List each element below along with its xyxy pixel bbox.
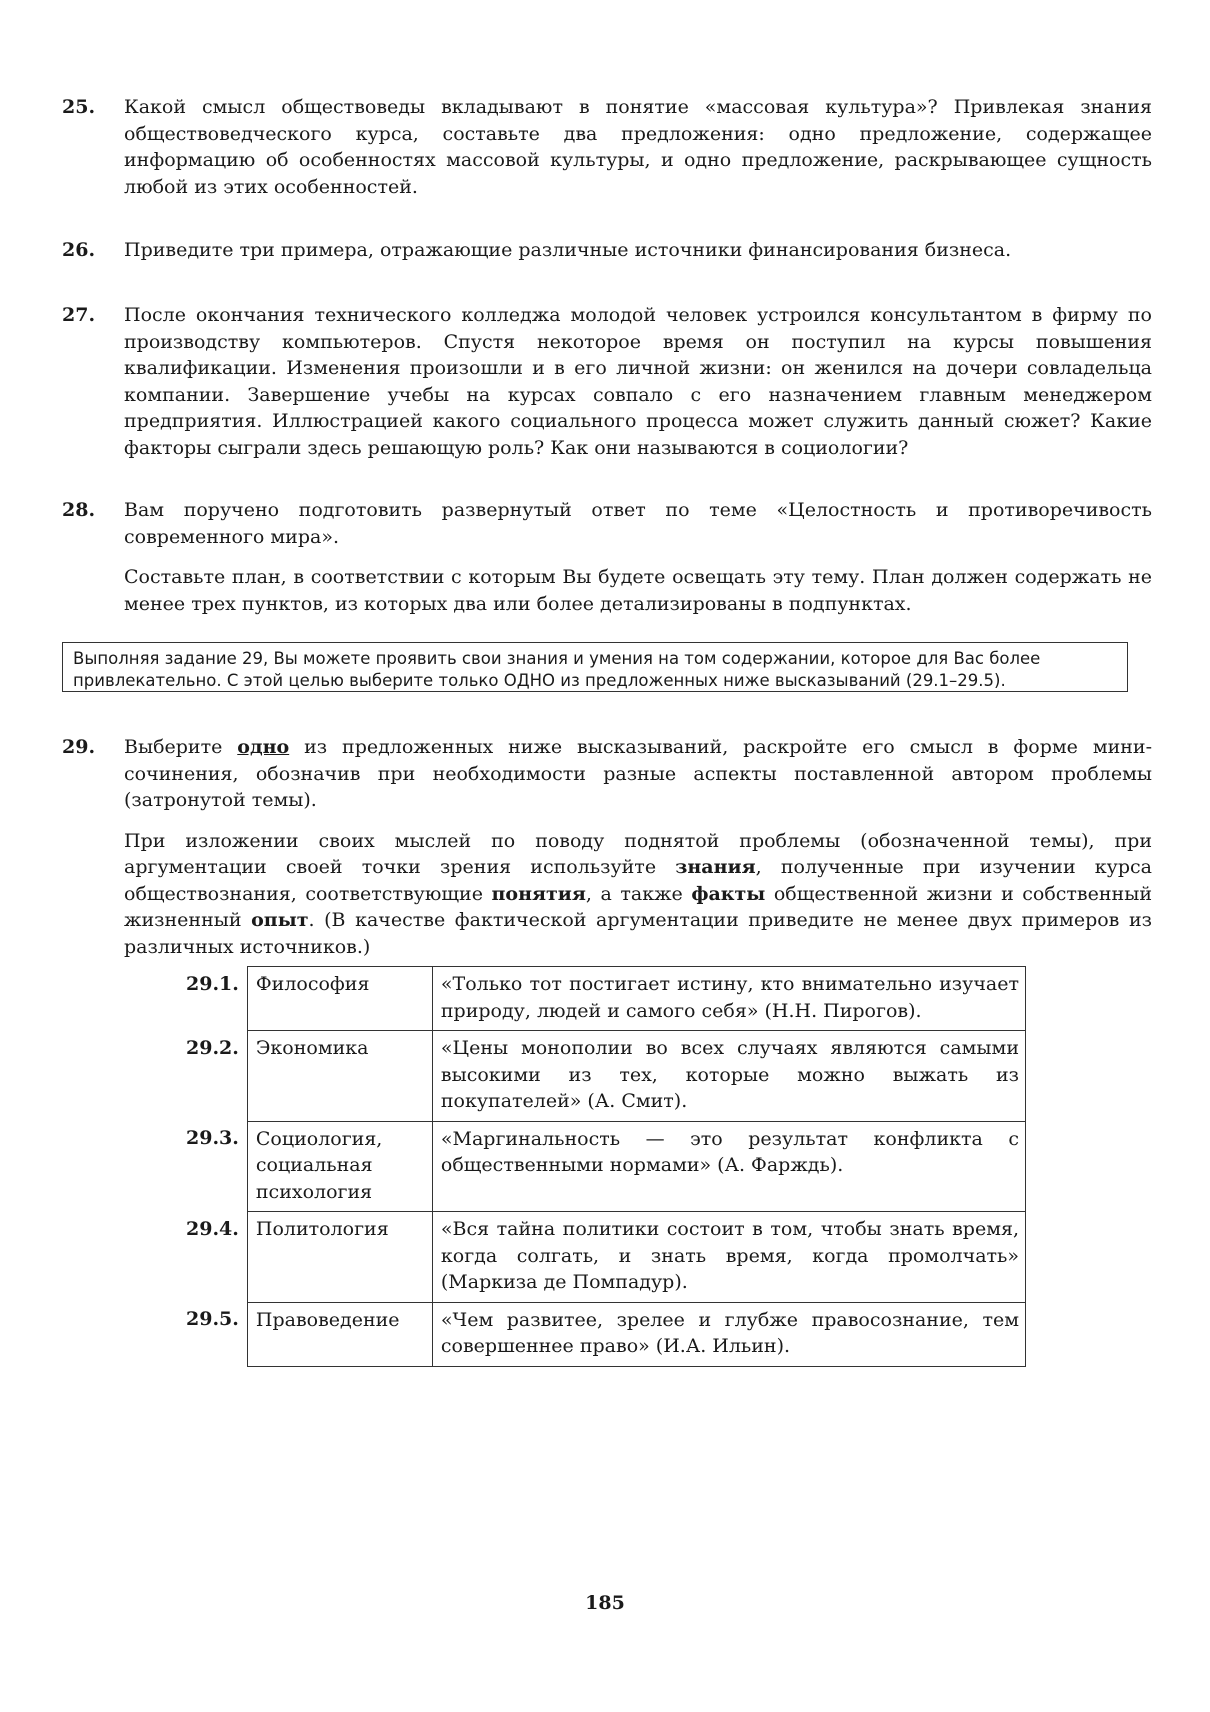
quote-topic: Философия — [247, 967, 432, 1031]
table-row — [186, 1212, 1026, 1303]
table-row — [186, 1121, 1026, 1212]
task-text: Выберите одно из предложенных ниже высказываний, раскройте его смысл в форме мини-сочинения, обозначив при необходимости разные аспекты поставленной автором проблемы (затронутой темы). — [124, 736, 1153, 811]
quote-topic: Экономика — [247, 1031, 432, 1122]
quote-topic: Правоведение — [247, 1302, 432, 1366]
task-text: После окончания технического колледжа молодой человек устроился консультантом в фирму по производству компьютеров. Спустя некоторое время он поступил на курсы повышения квалификации. Изменения произошли и в его личной жизни: он женился на дочери совладельца компании. Завершение учебы на курсах совпало с его назначением главным менеджером предприятия. Иллюстрацией какого социального процесса может служить данный сюжет? Какие факторы сыграли здесь решающую роль? Как они называются в социологии? — [124, 304, 1152, 459]
quote-number: 29.4. — [186, 1217, 239, 1240]
quote-number: 29.5. — [186, 1308, 239, 1330]
quote-text: «Маргинальность — это результат конфликта с общественными нормами» (А. Фарждь). — [432, 1121, 1025, 1212]
instruction-box: Выполняя задание 29, Вы можете проявить свои знания и умения на том содержании, которое для Вас более привлекательно. С этой целью выберите только ОДНО из предложенных ниже высказываний (29.1–29.5). — [62, 642, 1128, 692]
task-text: При изложении своих мыслей по поводу поднятой проблемы (обозначенной темы), при аргументации своей точки зрения используйте знания, полученные при изучении курса обществознания, соответствующие понятия, а также факты общественной жизни и собственный жизненный опыт. (В качестве фактической аргументации приведите не менее двух примеров из различных источников.) — [124, 829, 1152, 958]
quote-topic: Социология, социальная психология — [247, 1121, 432, 1212]
task-26 — [62, 237, 1152, 264]
task-28 — [62, 497, 1152, 617]
task-text: Вам поручено подготовить развернутый ответ по теме «Целостность и противоречивость современного мира». — [124, 499, 1152, 548]
quote-text: «Цены монополии во всех случаях являются самыми высокими из тех, которые можно выжать из покупателей» (А. Смит). — [432, 1031, 1025, 1122]
table-row — [186, 1302, 1026, 1366]
quote-text: «Чем развитее, зрелее и глубже правосознание, тем совершеннее право» (И.А. Ильин). — [432, 1302, 1025, 1366]
quote-number: 29.1. — [186, 972, 239, 995]
task-number: 29. — [62, 736, 96, 758]
task-29 — [62, 734, 1152, 960]
task-number: 26. — [62, 239, 96, 261]
quote-topic: Политология — [247, 1212, 432, 1303]
task-text: Какой смысл обществоведы вкладывают в понятие «массовая культура»? Привлекая знания обществоведческого курса, составьте два предложения: одно предложение, содержащее информацию об особенностях массовой культуры, и одно предложение, раскрывающее сущность любой из этих особенностей. — [124, 96, 1152, 198]
task-text: Приведите три примера, отражающие различные источники финансирования бизнеса. — [124, 239, 1012, 261]
task-27 — [62, 302, 1152, 461]
task-number: 25. — [62, 96, 96, 118]
quote-number: 29.3. — [186, 1127, 239, 1149]
quote-number: 29.2. — [186, 1036, 239, 1059]
task-text: Составьте план, в соответствии с которым Вы будете освещать эту тему. План должен содержать не менее трех пунктов, из которых два или более детализированы в подпунктах. — [124, 566, 1152, 615]
task-number: 27. — [62, 304, 96, 326]
task-number: 28. — [62, 499, 96, 521]
quote-text: «Только тот постигает истину, кто внимательно изучает природу, людей и самого себя» (Н.Н. Пирогов). — [432, 967, 1025, 1031]
table-row — [186, 967, 1026, 1031]
table-row — [186, 1031, 1026, 1122]
task-25 — [62, 94, 1152, 200]
quotes-table — [186, 966, 1026, 1367]
quote-text: «Вся тайна политики состоит в том, чтобы знать время, когда солгать, и знать время, когда промолчать» (Маркиза де Помпадур). — [432, 1212, 1025, 1303]
emphasis-one: одно — [237, 736, 290, 758]
page-number: 185 — [585, 1592, 625, 1614]
